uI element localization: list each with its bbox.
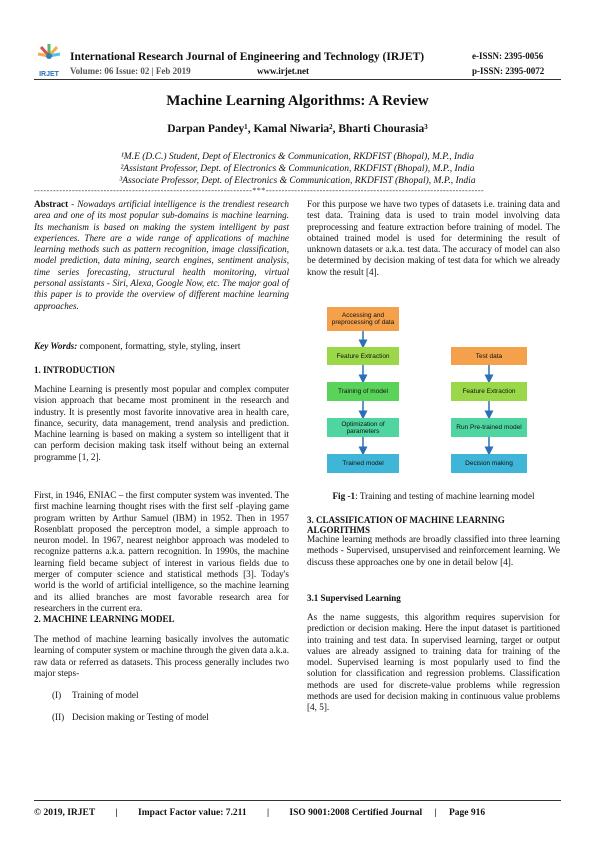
footer-copyright: © 2019, IRJET [34,808,96,818]
flow-box-training: Training of model [327,382,399,401]
footer-sep-2: | [266,808,270,818]
flow-box-test-data: Test data [451,347,527,365]
footer-sep-3: | [434,808,437,818]
section-1-heading: 1. INTRODUCTION [34,365,116,375]
keywords-label: Key Words: [34,341,78,351]
flow-box-optimization: Optimization of parameters [327,418,399,437]
paper-title: Machine Learning Algorithms: A Review [166,93,429,109]
figure-caption-text: : Training and testing of machine learning model [355,491,535,501]
section-separator: ---------------------------------------------------------------------***--------------------------------------------------------------------- [34,186,485,195]
figure-label: Fig -1 [332,491,356,501]
keywords [34,341,289,352]
flow-box-feature-extraction-right: Feature Extraction [451,382,527,401]
flow-box-feature-extraction-left: Feature Extraction [327,347,399,365]
flow-box-run-pretrained: Run Pre-trained model [451,418,527,437]
irjet-logo [34,40,64,80]
affiliation-3: ³Associate Professor, Dept. of Electronics & Communication, RKDFIST (Bhopal), M.P., India [119,176,476,186]
abstract-label: Abstract [34,199,69,209]
right-paragraph-1: For this purpose we have two types of datasets i.e. training data and test data. Training data is used to train model involving data preprocessing and feature extraction before training of model. The obtained trained model is used for determining the result of unknown datasets or a.k.a. test data. The accuracy of model can also be determined by decision making of test data for which we already know the result [4]. [307,199,560,277]
journal-title: International Research Journal of Engineering and Technology (IRJET) [70,51,425,63]
footer-impact-factor: Impact Factor value: 7.211 [138,808,247,818]
page-footer [34,808,561,818]
list-item-num-2: (II) [52,712,65,722]
abstract [34,199,289,312]
footer-page-number: Page 916 [449,808,486,818]
section-2-heading: 2. MACHINE LEARNING MODEL [34,614,175,624]
list-item-2: Decision making or Testing of model [72,712,209,722]
header-divider [34,79,561,80]
flowchart-figure [325,302,550,482]
paper-authors: Darpan Pandey¹, Kamal Niwaria², Bharti Chourasia³ [167,123,428,135]
section-3-paragraph-1: Machine learning methods are broadly classified into three learning methods - Supervised, unsupervised and reinforcement learning. We discuss these approaches one by one in detail below [4]. [307,534,560,567]
footer-iso: ISO 9001:2008 Certified Journal [289,808,423,818]
volume-issue: Volume: 06 Issue: 02 | Feb 2019 [70,66,191,76]
section-3-1-heading: 3.1 Supervised Learning [307,593,401,603]
flow-box-decision-making: Decision making [451,454,527,473]
affiliation-2: ²Assistant Professor, Dept. of Electronics & Communication, RKDFIST (Bhopal), M.P., India [120,164,475,174]
pissn: p-ISSN: 2395-0072 [472,66,545,76]
section-1-paragraph-2: First, in 1946, ENIAC – the first computer system was invented. The first machine learning thought rises with the first self -playing game program written by Arthur Samuel (IBM) in 1952. Then in 1957 Rosenblatt proposed the perceptron model, a simple approach to neuron model. In 1967, nearest neighbor approach was modeled to recognize patterns a.k.a. pattern recognition. In 1990s, the machine learning field became subject of interest in various fields due to merger of computer science and statistical methods [3]. Today's world is the world of artificial intelligence, so the machine learning and its allied branches are most favorable research area for researchers in the current era. [34,490,289,613]
abstract-text: - Nowadays artificial intelligence is the trendiest research area and one of its most popular sub-domains is machine learning. Its mechanism is based on making the system intelligent by past experiences. There are a wide range of applications of machine learning methods such as pattern recognition, image classification, model prediction, data mining, search engines, sentiment analysis, time series forecasting, structural health monitoring, virtual personal assistants - Siri, Alexa, Google Now, etc. The major goal of this paper is to provide the overview of different machine learning approaches. [34,199,289,311]
eissn: e-ISSN: 2395-0056 [472,51,544,61]
logo-text: IRJET [39,71,59,78]
affiliation-1: ¹M.E (D.C.) Student, Dept of Electronics & Communication, RKDFIST (Bhopal), M.P., India [120,152,475,162]
flow-box-accessing: Accessing and preprocessing of data [327,307,399,331]
list-item-1: Training of model [72,690,139,700]
keywords-text: component, formatting, style, styling, insert [77,341,241,351]
flow-box-trained-model: Trained model [327,454,399,473]
section-2-paragraph-1: The method of machine learning basically involves the automatic learning of computer system or machine through the given data a.k.a. raw data or referred as datasets. This process generally includes two major steps- [34,634,289,678]
figure-caption [307,491,560,501]
section-3-heading: 3. CLASSIFICATION OF MACHINE LEARNING ALGORITHMS [307,515,505,535]
footer-divider [34,800,561,801]
footer-sep-1: | [115,808,118,818]
list-item-num-1: (I) [52,690,62,700]
journal-website-link[interactable]: www.irjet.net [257,66,309,76]
section-3-1-paragraph-1: As the name suggests, this algorithm requires supervision for prediction or decision making. Here the input dataset is partitioned into training and test data. In supervised learning, target or output values are already assigned to training data for training of the model. Supervised learning is most popularly used to find the solution for classification and regression problems. Classification methods are used for discrete-value problems while regression methods are used for decision making in continuous value problems [4, 5]. [307,612,560,713]
section-1-paragraph-1: Machine Learning is presently most popular and complex computer vision approach that became most prominent in the research and industry. It is presently most favorite innovative area in health care, finance, security, data management, trend analysis and prediction. Machine learning is based on making a system so intelligent that it can perform decision making task itself without being an external programme [1, 2]. [34,384,289,462]
